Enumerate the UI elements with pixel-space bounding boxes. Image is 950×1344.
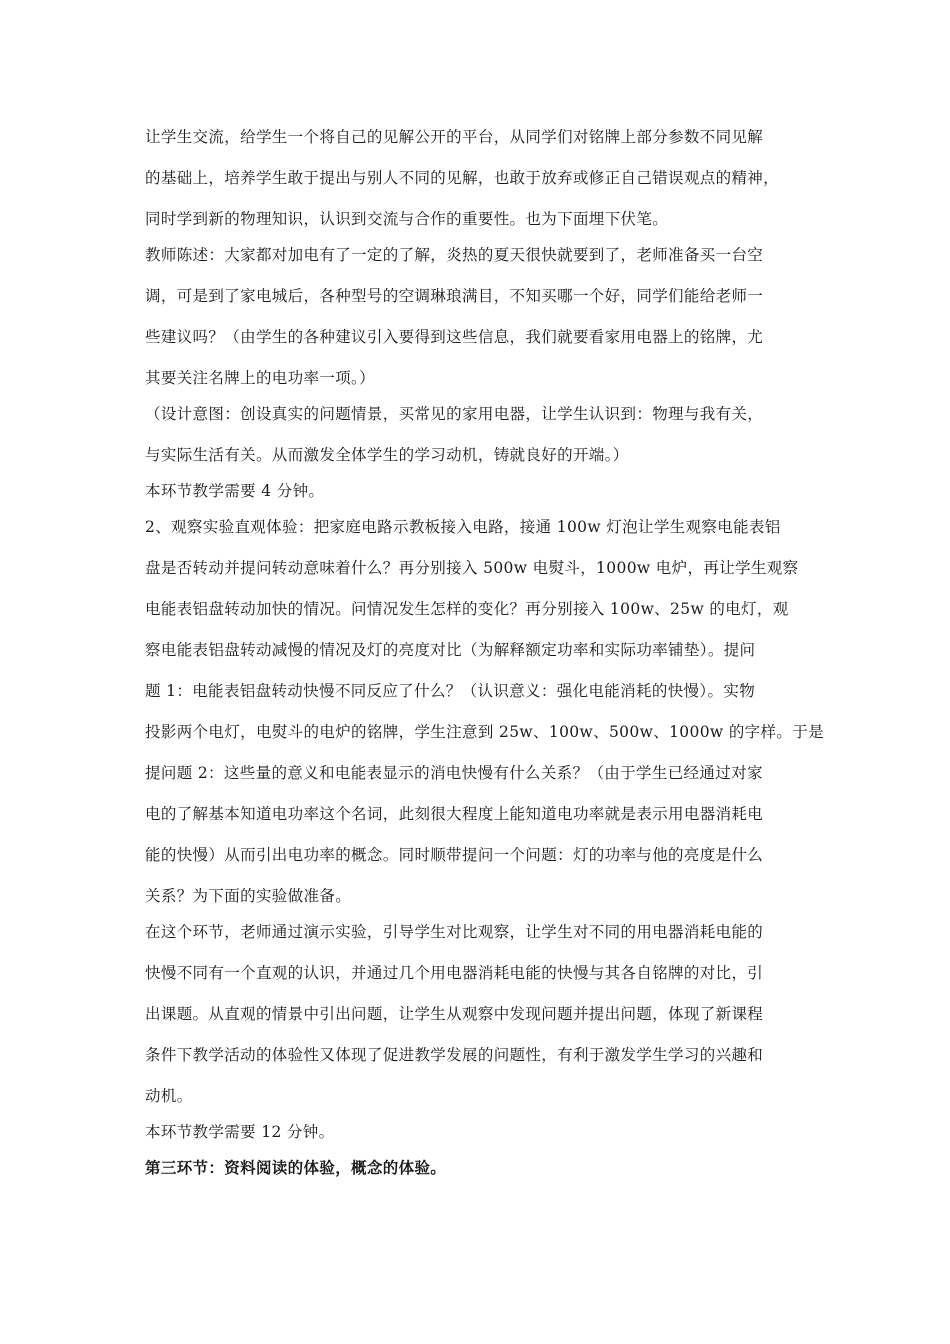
paragraph-line: 电能表铝盘转动加快的情况。问情况发生怎样的变化？再分别接入 100w、25w 的电灯，观: [145, 600, 789, 618]
paragraph-line: 题 1：电能表铝盘转动快慢不同反应了什么？（认识意义：强化电能消耗的快慢）。实物: [145, 682, 756, 700]
section-heading: 第三环节：资料阅读的体验，概念的体验。: [145, 1158, 447, 1177]
paragraph-line: 调，可是到了家电城后，各种型号的空调琳琅满目，不知买哪一个好，同学们能给老师一: [145, 287, 764, 305]
paragraph-line: 些建议吗？（由学生的各种建议引入要得到这些信息，我们就要看家用电器上的铭牌，尤: [145, 328, 764, 346]
paragraph-line: 本环节教学需要 4 分钟。: [145, 482, 325, 500]
paragraph-line: 其要关注名牌上的电功率一项。）: [145, 369, 376, 387]
paragraph-line: 电的了解基本知道电功率这个名词，此刻很大程度上能知道电功率就是表示用电器消耗电: [145, 805, 764, 823]
paragraph-line: 关系？为下面的实验做准备。: [145, 887, 352, 905]
paragraph-line: 盘是否转动并提问转动意味着什么？再分别接入 500w 电熨斗，1000w 电炉，再让学生观察: [145, 559, 799, 577]
paragraph-line: 2、观察实验直观体验：把家庭电路示教板接入电路，接通 100w 灯泡让学生观察电能表铝: [145, 518, 781, 536]
paragraph-line: 察电能表铝盘转动减慢的情况及灯的亮度对比（为解释额定功率和实际功率铺垫）。提问: [145, 641, 756, 659]
paragraph-line: （设计意图：创设真实的问题情景，买常见的家用电器，让学生认识到：物理与我有关，: [145, 405, 764, 423]
paragraph-line: 与实际生活有关。从而激发全体学生的学习动机，铸就良好的开端。）: [145, 446, 629, 464]
paragraph-line: 本环节教学需要 12 分钟。: [145, 1123, 335, 1141]
paragraph-line: 条件下教学活动的体验性又体现了促进教学发展的问题性，有利于激发学生学习的兴趣和: [145, 1046, 764, 1064]
paragraph-line: 让学生交流，给学生一个将自己的见解公开的平台，从同学们对铭牌上部分参数不同见解: [145, 128, 764, 146]
paragraph-line: 出课题。从直观的情景中引出问题，让学生从观察中发现问题并提出问题，体现了新课程: [145, 1005, 764, 1023]
paragraph-line: 教师陈述：大家都对加电有了一定的了解，炎热的夏天很快就要到了，老师准备买一台空: [145, 246, 764, 264]
paragraph-line: 快慢不同有一个直观的认识，并通过几个用电器消耗电能的快慢与其各自铭牌的对比，引: [145, 964, 764, 982]
paragraph-line: 在这个环节，老师通过演示实验，引导学生对比观察，让学生对不同的用电器消耗电能的: [145, 923, 764, 941]
paragraph-line: 能的快慢）从而引出电功率的概念。同时顺带提问一个问题：灯的功率与他的亮度是什么: [145, 846, 764, 864]
paragraph-line: 动机。: [145, 1087, 193, 1105]
paragraph-line: 的基础上，培养学生敢于提出与别人不同的见解，也敢于放弃或修正自己错误观点的精神，: [145, 169, 780, 187]
paragraph-line: 同时学到新的物理知识，认识到交流与合作的重要性。也为下面埋下伏笔。: [145, 210, 669, 228]
paragraph-line: 投影两个电灯，电熨斗的电炉的铭牌，学生注意到 25w、100w、500w、1000w 的字样。于是: [145, 723, 824, 741]
paragraph-line: 提问题 2：这些量的意义和电能表显示的消电快慢有什么关系？（由于学生已经通过对家: [145, 764, 763, 782]
